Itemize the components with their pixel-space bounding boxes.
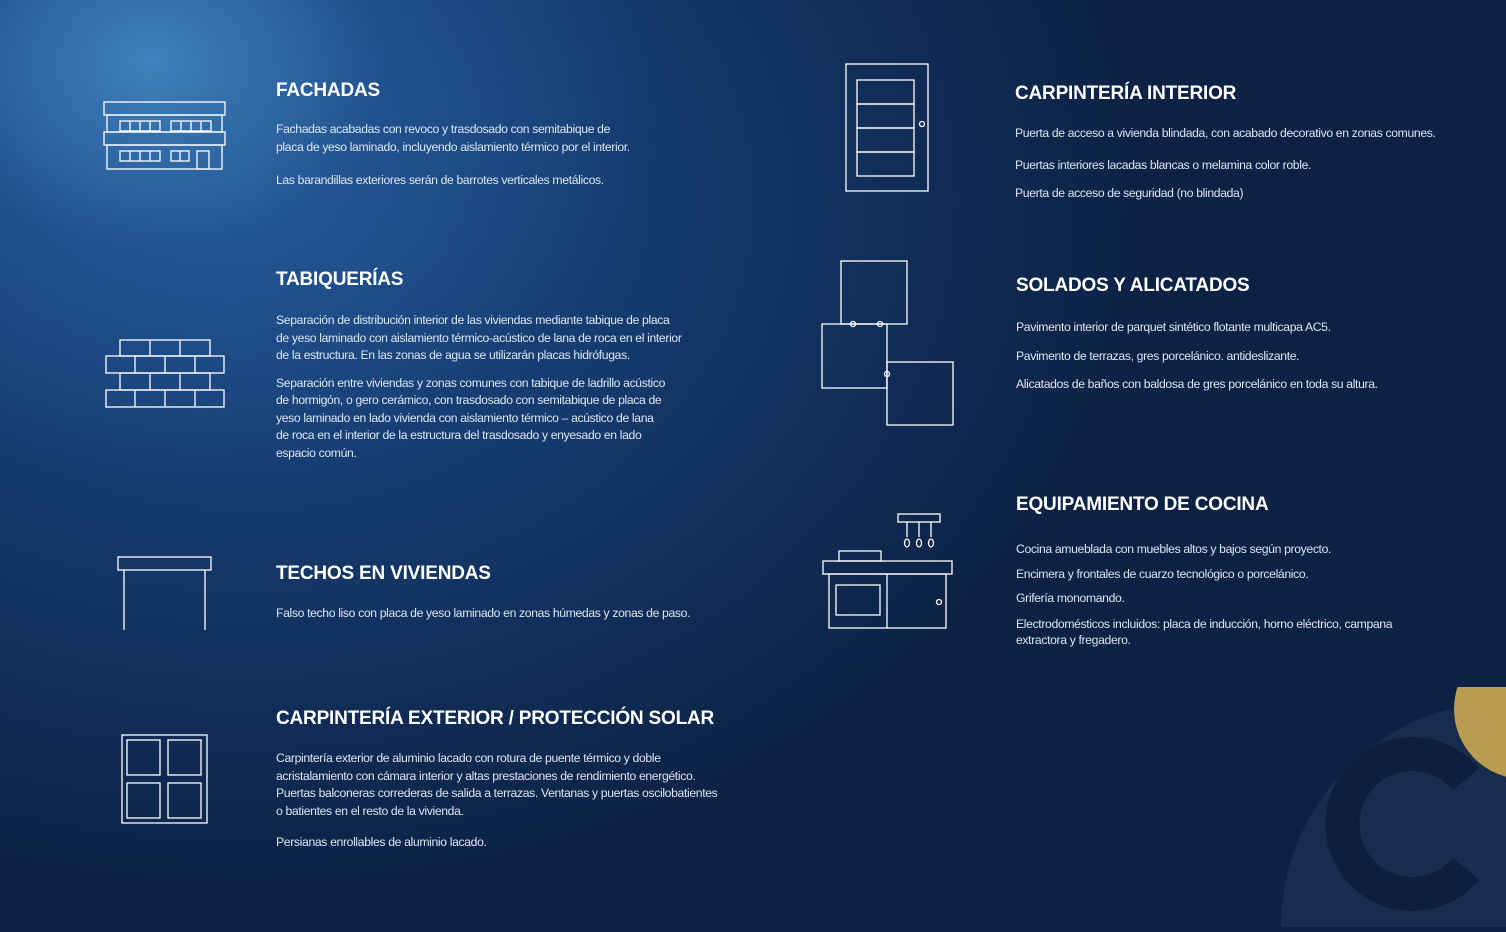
window-icon <box>121 734 209 825</box>
section-text: Grifería monomando. <box>1016 591 1125 605</box>
section-text: acristalamiento con cámara interior y altas prestaciones de rendimiento energético. <box>276 768 696 783</box>
section-text: Encimera y frontales de cuarzo tecnológico o porcelánico. <box>1016 566 1309 581</box>
section-carpinteria-exterior <box>276 708 736 852</box>
brand-c-logo-icon <box>1266 687 1506 932</box>
section-title: TABIQUERÍAS <box>276 269 404 290</box>
section-text: Electrodomésticos incluidos: placa de inducción, horno eléctrico, campana <box>1016 616 1393 631</box>
ceiling-icon <box>117 556 213 632</box>
section-title: TECHOS EN VIVIENDAS <box>276 563 491 584</box>
door-icon <box>845 63 931 193</box>
building-facade-icon <box>103 101 227 171</box>
section-text: de hormigón, o gero cerámico, con trasdosado con semitabique de placa de <box>276 393 662 407</box>
section-title: EQUIPAMIENTO DE COCINA <box>1016 494 1269 515</box>
section-text: Persianas enrollables de aluminio lacado. <box>276 835 487 849</box>
section-text: Carpintería exterior de aluminio lacado con rotura de puente térmico y doble <box>276 751 661 765</box>
section-title: FACHADAS <box>276 80 380 101</box>
kitchen-icon <box>821 513 955 631</box>
section-text: Puerta de acceso a vivienda blindada, con acabado decorativo en zonas comunes. <box>1015 126 1436 140</box>
section-tabiquerias <box>276 269 716 462</box>
section-text: o batientes en el resto de la vivienda. <box>276 803 464 818</box>
section-techos <box>276 563 716 623</box>
section-text: Las barandillas exteriores serán de barrotes verticales metálicos. <box>276 173 604 187</box>
section-text: Alicatados de baños con baldosa de gres porcelánico en toda su altura. <box>1016 377 1378 391</box>
section-text: de roca en el interior de la estructura del trasdosado y enyesado en lado <box>276 428 642 442</box>
section-text: Falso techo liso con placa de yeso laminado en zonas húmedas y zonas de paso. <box>276 606 691 620</box>
section-text: Puertas interiores lacadas blancas o melamina color roble. <box>1015 157 1312 172</box>
section-text: Puerta de acceso de seguridad (no blindada) <box>1015 186 1244 200</box>
section-text: Pavimento de terrazas, gres porcelánico. antideslizante. <box>1016 348 1300 363</box>
section-text: extractora y fregadero. <box>1016 632 1131 647</box>
section-text: Pavimento interior de parquet sintético flotante multicapa AC5. <box>1016 320 1331 334</box>
section-text: espacio común. <box>276 445 357 460</box>
section-title: SOLADOS Y ALICATADOS <box>1016 275 1250 296</box>
section-text: Separación entre viviendas y zonas comunes con tabique de ladrillo acústico <box>276 375 666 390</box>
section-carpinteria-interior <box>1015 83 1485 203</box>
section-text: Fachadas acabadas con revoco y trasdosado con semitabique de <box>276 122 611 136</box>
section-text: Cocina amueblada con muebles altos y bajos según proyecto. <box>1016 542 1332 556</box>
section-solados <box>1016 275 1486 394</box>
section-text: de la estructura. En las zonas de agua se utilizarán placas hidrófugas. <box>276 348 630 362</box>
section-text: de yeso laminado con aislamiento térmico-acústico de lana de roca en el interior <box>276 330 682 345</box>
brick-wall-icon <box>105 339 225 409</box>
section-text: yeso laminado en lado vivienda con aislamiento térmico – acústico de lana <box>276 410 654 425</box>
section-text: Puertas balconeras correderas de salida a terrazas. Ventanas y puertas oscilobatientes <box>276 786 718 800</box>
floor-tiles-icon <box>820 260 956 428</box>
section-title: CARPINTERÍA EXTERIOR / PROTECCIÓN SOLAR <box>276 708 715 729</box>
section-fachadas <box>276 80 696 190</box>
section-text: placa de yeso laminado, incluyendo aislamiento térmico por el interior. <box>276 139 630 154</box>
section-cocina <box>1016 494 1486 648</box>
section-text: Separación de distribución interior de las viviendas mediante tabique de placa <box>276 313 670 327</box>
section-title: CARPINTERÍA INTERIOR <box>1015 83 1237 104</box>
